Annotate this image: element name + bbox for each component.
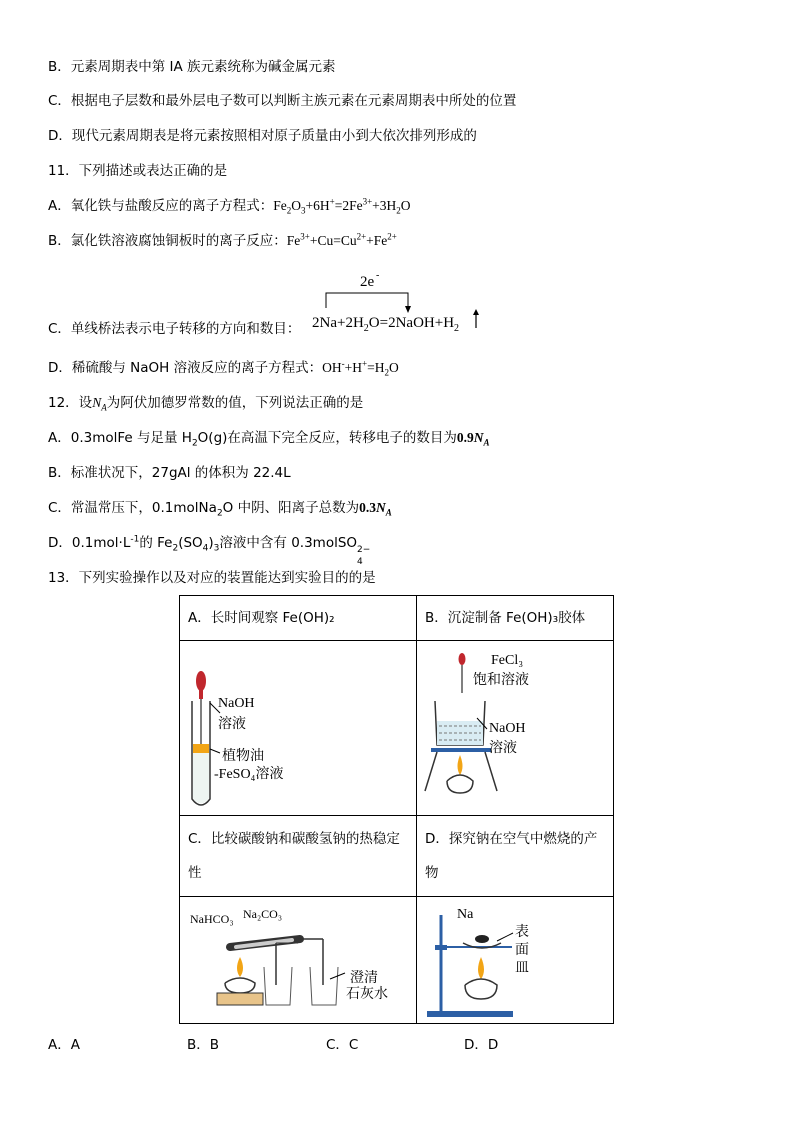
label-na: Na — [457, 907, 474, 922]
label-clear: 澄清 — [350, 971, 378, 986]
label-feso4: -FeSO₄溶液 — [214, 767, 284, 782]
label-saturated-solution: 饱和溶液 — [473, 673, 529, 688]
q12-d-part2: 的 Fe — [139, 535, 173, 551]
electron-count-label: 2e — [360, 274, 375, 290]
q10-option-c: C．根据电子层数和最外层电子数可以判断主族元素在元素周期表中所处的位置 — [48, 93, 517, 109]
q12-c-part2: O 中阴、阳离子总数为 — [222, 500, 360, 516]
q10-option-b: B．元素周期表中第 IA 族元素统称为碱金属元素 — [48, 59, 336, 75]
label-limewater: 石灰水 — [346, 987, 388, 1002]
cell-a-apparatus — [180, 641, 417, 816]
q13-stem: 13．下列实验操作以及对应的装置能达到实验目的的是 — [48, 570, 376, 586]
q12-d-part3: (SO — [178, 535, 203, 551]
flame-d — [478, 957, 484, 979]
label-surface-2: 面 — [515, 943, 529, 958]
q11-a-text: A．氧化铁与盐酸反应的离子方程式： — [48, 198, 274, 214]
q12-stem-a: 12．设 — [48, 395, 93, 411]
label-surface-1: 表 — [515, 925, 529, 940]
q10-option-d: D．现代元素周期表是将元素按照相对原子质量由小到大依次排列形成的 — [48, 128, 477, 144]
q12-c-value: 0.3 — [359, 500, 376, 515]
bridge-equation: $2Na+2H_2O=2NaOH+H_2$ — [312, 315, 460, 334]
alcohol-lamp-d — [465, 979, 497, 999]
q11-b-text: B．氯化铁溶液腐蚀铜板时的离子反应： — [48, 233, 287, 249]
q11-b-equation: $Fe^{3+}+Cu=Cu^{2+}+Fe^{2+}$ — [286, 231, 397, 248]
label-vegetable-oil: 植物油 — [222, 749, 264, 764]
answer-c[interactable]: C．C — [326, 1037, 359, 1053]
answer-b[interactable]: B．B — [187, 1037, 220, 1053]
cell-b-title — [417, 596, 614, 641]
bridge-arrowhead — [405, 306, 411, 313]
sodium-lump — [475, 935, 489, 943]
wire-gauze — [431, 748, 491, 752]
beaker-c2 — [310, 967, 338, 1005]
cell-b-apparatus — [417, 641, 614, 816]
q12-option-c: C．常温常压下，0.1molNa$_2$O 中阴、阳离子总数为$0.3N_A$ — [48, 500, 392, 519]
flame-b — [458, 755, 463, 775]
label-naoh-b: NaOH — [489, 721, 526, 736]
q11-option-b — [48, 232, 397, 250]
cell-c-apparatus — [180, 897, 417, 1024]
stand-base — [427, 1011, 513, 1017]
electron-minus-sign: - — [376, 270, 380, 281]
option-d-title: D．探究钠在空气中燃烧的产物 — [425, 831, 598, 881]
option-b-title: B．沉淀制备 Fe(OH)₃胶体 — [425, 610, 586, 626]
electron-transfer-diagram — [300, 266, 490, 338]
q11-option-c: C．单线桥法表示电子转移的方向和数目： — [48, 321, 301, 337]
label-solution-b: 溶液 — [489, 741, 517, 756]
q12-d-part1: D．0.1mol·L — [48, 535, 131, 551]
flame-c — [237, 957, 243, 977]
q12-stem — [48, 394, 363, 412]
label-fecl3: FeCl₃ — [491, 653, 524, 668]
dropper-bulb — [196, 671, 206, 691]
dropper-bulb-b — [459, 653, 466, 665]
alcohol-lamp-b — [447, 775, 473, 793]
q11-d-text: D．稀硫酸与 NaOH 溶液反应的离子方程式： — [48, 360, 323, 376]
q12-d-part5: 溶液中含有 0.3molSO — [219, 535, 358, 551]
q11-option-d — [48, 359, 399, 377]
q12-c-part1: C．常温常压下，0.1molNa — [48, 500, 217, 516]
lamp-stand — [217, 993, 263, 1005]
q12-option-d: D．$0.1mol\cdot L^{-1}$的 $Fe_2(SO_4)_3$溶液中含有 0.3molSO 2− 4 — [48, 534, 371, 567]
label-naoh: NaOH — [218, 696, 255, 711]
experiment-table — [179, 595, 614, 1024]
oil-layer — [193, 744, 209, 753]
cell-d-title — [417, 816, 614, 897]
q12-option-b: B．标准状况下，27gAl 的体积为 22.4L — [48, 465, 291, 481]
label-nahco3: NaHCO₃ — [190, 912, 234, 926]
q12-d-part4: ) — [208, 535, 214, 551]
label-solution-a: 溶液 — [218, 717, 246, 732]
cell-d-apparatus — [417, 897, 614, 1024]
q12-a-part1: A．0.3molFe 与足量 H — [48, 430, 192, 446]
beaker-c1 — [264, 967, 292, 1005]
q11-d-equation: $OH^-+H^+=H_2O$ — [322, 358, 399, 378]
label-surface-3: 皿 — [515, 961, 529, 976]
q12-a-value: 0.9 — [456, 430, 474, 445]
answer-d[interactable]: D．D — [464, 1037, 499, 1053]
option-c-title: C．比较碳酸钠和碳酸氢钠的热稳定性 — [188, 831, 400, 881]
avogadro-symbol: $N_A$ — [92, 395, 107, 413]
test-tube-apparatus — [180, 641, 416, 815]
q12-a-part2: O(g)在高温下完全反应，转移电子的数目为 — [197, 430, 457, 446]
q12-stem-b: 为阿伏加德罗常数的值，下列说法正确的是 — [106, 395, 364, 411]
q11-a-equation: $Fe_2O_3+6H^+=2Fe^{3+}+3H_2O$ — [273, 196, 411, 216]
q11-stem: 11．下列描述或表达正确的是 — [48, 163, 228, 179]
q12-option-a: A．0.3molFe 与足量 $H_2O(g)$在高温下完全反应，转移电子的数目为$0.9N_A$ — [48, 430, 490, 449]
alcohol-lamp-c — [225, 978, 255, 993]
cell-a-title — [180, 596, 417, 641]
bridge-line — [326, 293, 408, 308]
q11-option-a — [48, 197, 411, 215]
option-a-title: A．长时间观察 Fe(OH)₂ — [188, 610, 335, 626]
gas-arrowhead — [473, 309, 479, 315]
cell-c-title — [180, 816, 417, 897]
answer-a[interactable]: A．A — [48, 1037, 80, 1053]
label-na2co3: Na₂CO₃ — [243, 907, 283, 921]
